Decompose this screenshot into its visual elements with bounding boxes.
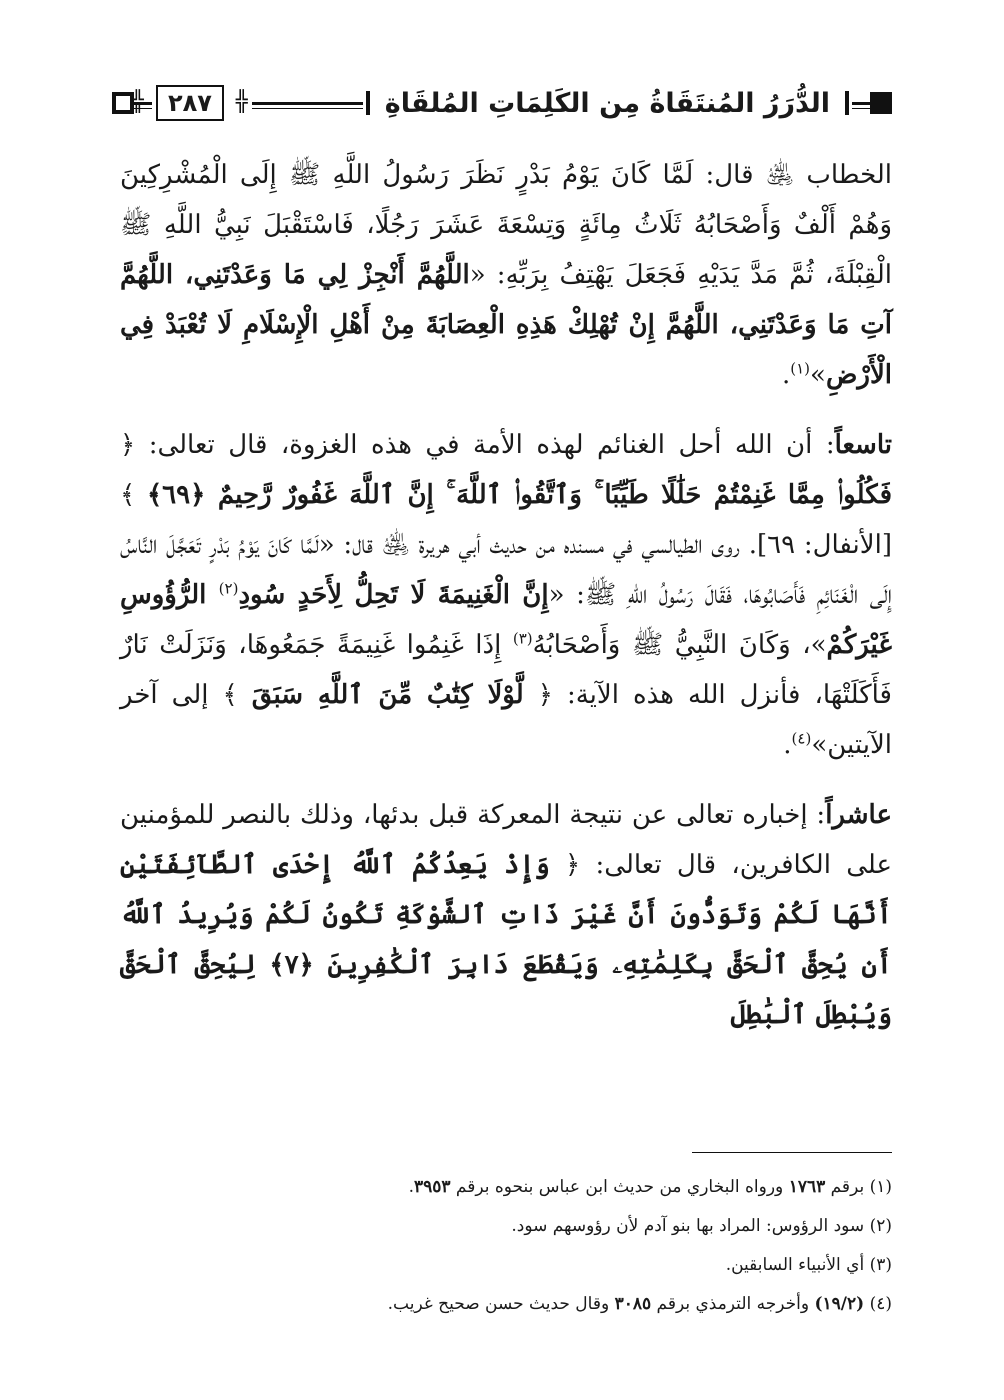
book-title: الدُّرَرُ المُنتَقَاةُ مِن الكَلِمَاتِ المُلقَاةِ <box>384 87 830 119</box>
number: ٣٠٨٥ <box>614 1294 652 1314</box>
hadith-text: الرُّؤُوسِ غَيْرَكُمْ <box>120 580 892 660</box>
number: (١٩/٢) <box>814 1294 865 1314</box>
text-run: وأخرجه الترمذي برقم <box>651 1294 815 1314</box>
footnote-ref-2[interactable]: (٢) <box>218 579 239 598</box>
header-rule <box>852 102 870 105</box>
text-run: . <box>783 730 792 760</box>
paragraph-badr-dua <box>120 150 892 400</box>
number: ١٧٦٣ <box>788 1177 826 1197</box>
footnote-1 <box>120 1168 892 1207</box>
page-number <box>156 85 224 121</box>
number: ٣٩٥٣ <box>413 1177 451 1197</box>
text-run: . <box>781 360 791 390</box>
text-run: » <box>810 360 826 390</box>
text-run: ﴾ إلى آخر الآيتين» <box>120 680 892 760</box>
main-text <box>120 150 892 1040</box>
text-run: ورواه البخاري من حديث ابن عباس بنحوه برقم <box>450 1177 789 1197</box>
quran-ayah-anfal-69: فَكُلُوا۟ مِمَّا غَنِمْتُمْ حَلَٰلًا طَيِّبًا ۚ وَٱتَّقُوا۟ ٱللَّهَ ۚ إِنَّ ٱللَّهَ غَفُورٌ رَّحِيمٌ ﴿٦٩﴾ <box>146 480 893 510</box>
quran-ayah-anfal-68: لَّوْلَا كِتَٰبٌ مِّنَ ٱللَّهِ سَبَقَ <box>251 680 524 710</box>
header-ornament-bar <box>845 91 849 115</box>
text-run: : أن الله أحل الغنائم لهذه الأمة في هذه الغزوة، قال تعالى: ﴿ <box>120 430 835 460</box>
paragraph-ninth <box>120 420 892 770</box>
section-label-ninth: تاسعاً <box>834 430 892 460</box>
text-run: الخطاب ﵁ قال: لَمَّا كَانَ يَوْمُ بَدْرٍ نَظَرَ رَسُولُ اللَّهِ ﷺ إِلَى الْمُشْرِكِينَ وَهُمْ أَلْفٌ وَأَصْحَابُهُ ثَلَاثُ مِائَةٍ وَتِسْعَةَ عَشَرَ رَجُلًا، فَاسْتَقْبَلَ نَبِيُّ اللَّهِ ﷺ الْقِبْلَةَ، ثُمَّ مَدَّ يَدَيْهِ فَجَعَلَ يَهْتِفُ بِرَبِّهِ: « <box>120 160 892 290</box>
text-run: (٣) أي الأنبياء السابقين. <box>725 1255 892 1275</box>
footnotes <box>120 1168 892 1324</box>
header-ornament-square-left <box>112 92 134 114</box>
footnote-3 <box>120 1246 892 1285</box>
section-label-tenth: عاشراً <box>825 800 892 830</box>
text-run: (٢) سود الرؤوس: المراد بها بنو آدم لأن رؤوسهم سود. <box>511 1216 892 1236</box>
header-ornament-square-right <box>870 92 892 114</box>
dua-text: اللَّهُمَّ أَنْجِزْ لِي مَا وَعَدْتَنِي، اللَّهُمَّ آتِ مَا وَعَدْتَنِي، اللَّهُمَّ إِنْ تُهْلِكْ هَذِهِ الْعِصَابَةَ مِنْ أَهْلِ الْإِسْلَامِ لَا تُعْبَدْ فِي الْأَرْضِ <box>120 260 892 390</box>
quran-ayah-anfal-7-8: وَإِذْ يَعِدُكُمُ ٱللَّهُ إِحْدَى ٱلطَّآئِفَتَيْنِ أَنَّهَا لَكُمْ وَتَوَدُّونَ أَنَّ غَيْرَ ذَاتِ ٱلشَّوْكَةِ تَكُونُ لَكُمْ وَيُرِيدُ ٱللَّهُ أَن يُحِقَّ ٱلْحَقَّ بِكَلِمَٰتِهِۦ وَيَقْطَعَ دَابِرَ ٱلْكَٰفِرِينَ ﴿٧﴾ لِيُحِقَّ ٱلْحَقَّ وَيُبْطِلَ ٱلْبَٰطِلَ <box>120 850 892 1030</box>
text-run: ﴾ [الأنفال: ٦٩]. روى الطيالسي في مسنده من حديث أبي هريرة ﵁ قال: «لَمَّا كَانَ يَوْمُ بَدْرٍ تَعَجَّلَ النَّاسُ إِلَى الْغَنَائِمِ فَأَصَابُوهَا، فَقَالَ رَسُولُ اللهِ ﷺ: « <box>120 480 892 610</box>
footnote-ref-1[interactable]: (١) <box>790 359 811 378</box>
text-run: (٤) <box>864 1294 892 1314</box>
text-run: وقال حديث حسن صحيح غريب. <box>387 1294 615 1314</box>
page-number-text: ╬ ٢٨٧ <box>168 89 212 117</box>
text-run: : إخباره تعالى عن نتيجة المعركة قبل بدئها، وذلك بالنصر للمؤمنين على الكافرين، قال تعالى: ﴿ <box>120 800 893 880</box>
header-rule <box>252 102 363 105</box>
paragraph-tenth <box>120 790 892 1040</box>
footnote-4 <box>120 1285 892 1324</box>
footnote-2 <box>120 1207 892 1246</box>
hadith-text: إِنَّ الْغَنِيمَةَ لَا تَحِلُّ لِأَحَدٍ سُودِ <box>238 580 549 610</box>
footnote-separator <box>692 1152 892 1153</box>
header-ornament-bar <box>366 91 370 115</box>
text-run: »، وَكَانَ النَّبِيُّ ﷺ وَأَصْحَابُهُ <box>532 630 827 660</box>
footnote-ref-3[interactable]: (٣) <box>512 629 533 648</box>
footnote-ref-4[interactable]: (٤) <box>791 729 812 748</box>
page-header <box>112 78 892 128</box>
text-run: . <box>408 1177 414 1197</box>
text-run: إِذَا غَنِمُوا غَنِيمَةً جَمَعُوهَا، وَنَزَلَتْ نَارٌ فَأَكَلَتْهَا، فأنزل الله هذه الآية: ﴿ <box>120 630 892 710</box>
text-run: (١) برقم <box>825 1177 892 1197</box>
